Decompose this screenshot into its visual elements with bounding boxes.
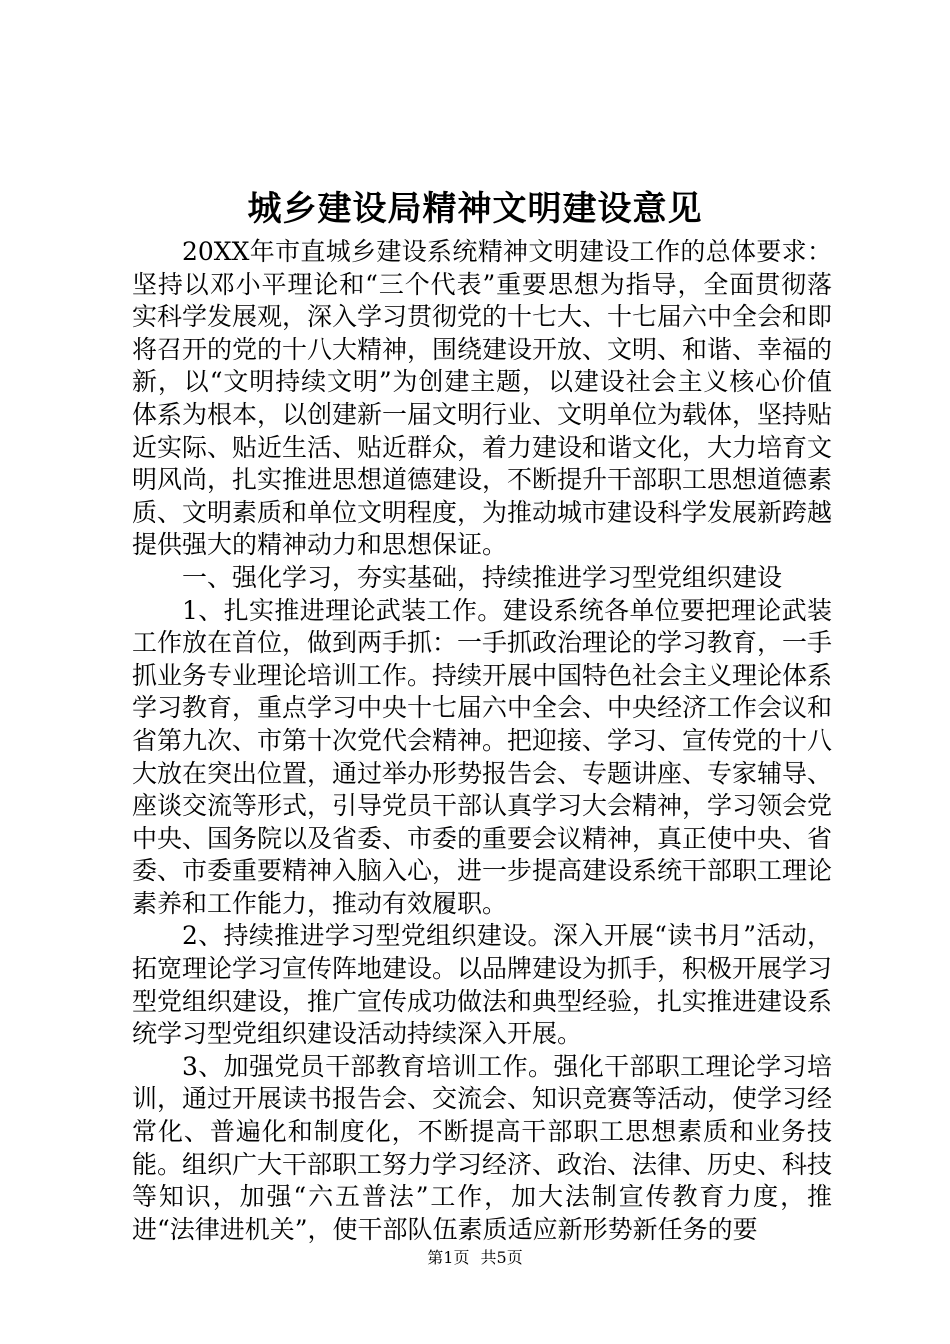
total-pages-label: 共5页 bbox=[480, 1248, 523, 1267]
item-paragraph-3: 3、加强党员干部教育培训工作。强化干部职工理论学习培训，通过开展读书报告会、交流会、知识竞赛等活动，使学习经常化、普遍化和制度化，不断提高干部职工思想素质和业务技能。组织广大干部职工努力学习经济、政治、法律、历史、科技等知识，加强“六五普法”工作，加大法制宣传教育力度，推进“法律进机关”，使干部队伍素质适应新形势新任务的要 bbox=[132, 1051, 833, 1244]
item-paragraph-1: 1、扎实推进理论武装工作。建设系统各单位要把理论武装工作放在首位，做到两手抓：一手抓政治理论的学习教育，一手抓业务专业理论培训工作。持续开展中国特色社会主义理论体系学习教育，重点学习中央十七届六中全会、中央经济工作会议和省第九次、市第十次党代会精神。把迎接、学习、宣传党的十八大放在突出位置，通过举办形势报告会、专题讲座、专家辅导、座谈交流等形式，引导党员干部认真学习大会精神，学习领会党中央、国务院以及省委、市委的重要会议精神，真正使中央、省委、市委重要精神入脑入心，进一步提高建设系统干部职工理论素养和工作能力，推动有效履职。 bbox=[132, 595, 833, 918]
page-footer bbox=[0, 1248, 950, 1268]
current-page-label: 第1页 bbox=[427, 1248, 470, 1267]
document-body bbox=[132, 236, 832, 1246]
intro-paragraph: 20XX年市直城乡建设系统精神文明建设工作的总体要求：坚持以邓小平理论和“三个代表”重要思想为指导，全面贯彻落实科学发展观，深入学习贯彻党的十七大、十七届六中全会和即将召开的党的十八大精神，围绕建设开放、文明、和谐、幸福的新，以“文明持续文明”为创建主题，以建设社会主义核心价值体系为根本，以创建新一届文明行业、文明单位为载体，坚持贴近实际、贴近生活、贴近群众，着力建设和谐文化，大力培育文明风尚，扎实推进思想道德建设，不断提升干部职工思想道德素质、文明素质和单位文明程度，为推动城市建设科学发展新跨越提供强大的精神动力和思想保证。 bbox=[132, 237, 833, 560]
document-title: 城乡建设局精神文明建设意见 bbox=[247, 189, 703, 229]
item-paragraph-2: 2、持续推进学习型党组织建设。深入开展“读书月”活动，拓宽理论学习宣传阵地建设。以品牌建设为抓手，积极开展学习型党组织建设，推广宣传成功做法和典型经验，扎实推进建设系统学习型党组织建设活动持续深入开展。 bbox=[132, 921, 833, 1049]
section-heading-1: 一、强化学习，夯实基础，持续推进学习型党组织建设 bbox=[182, 562, 783, 592]
